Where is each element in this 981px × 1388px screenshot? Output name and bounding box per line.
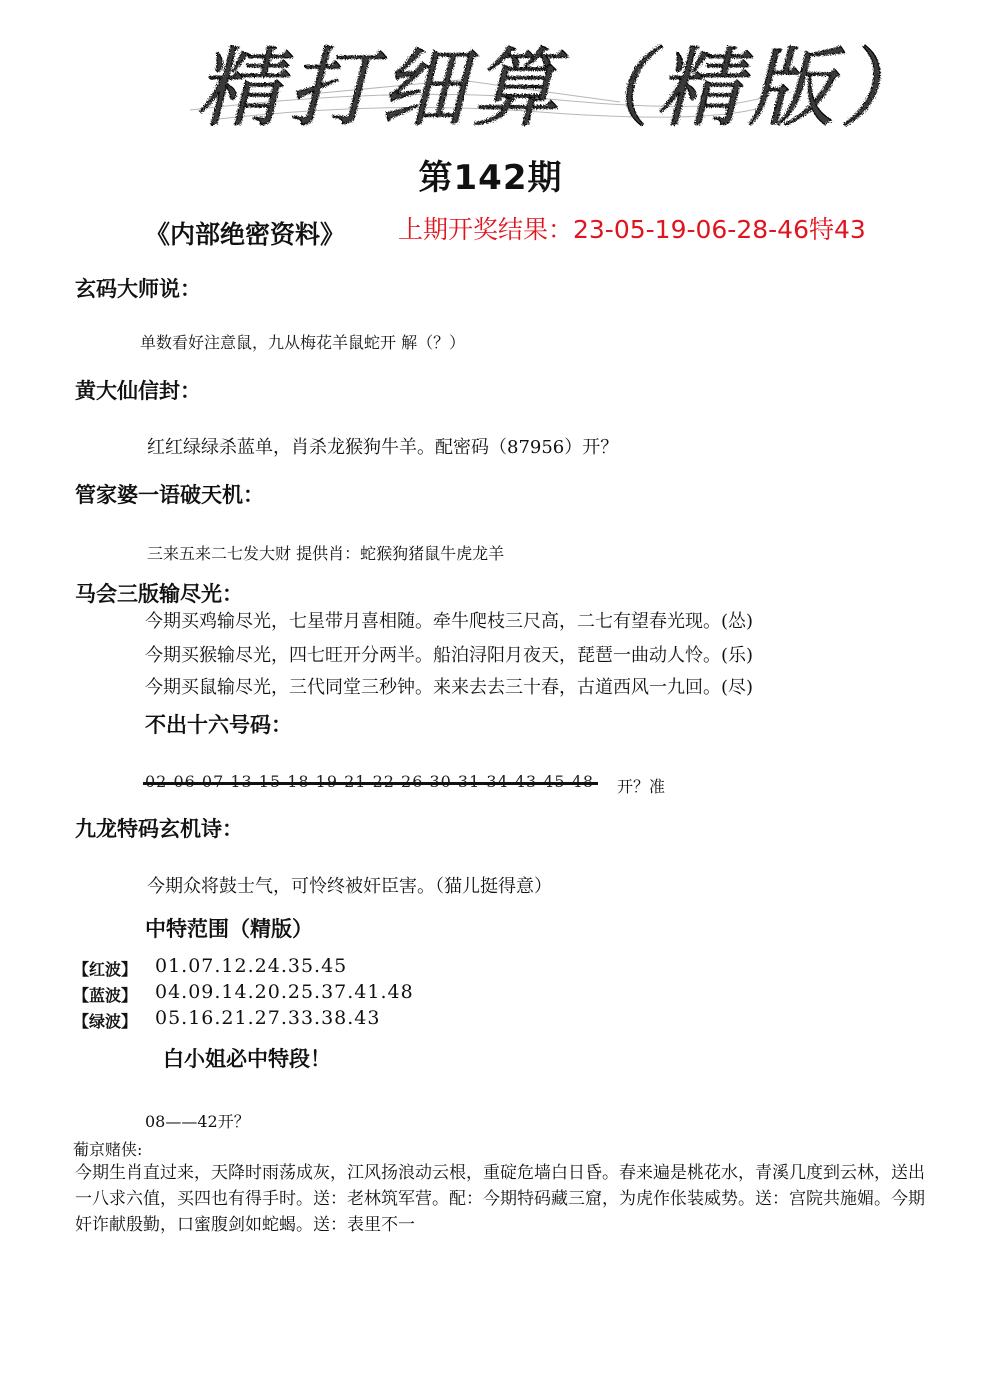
green-wave-numbers: 05.16.21.27.33.38.43 <box>155 1007 381 1029</box>
excluded-suffix: 开？准 <box>617 777 666 796</box>
red-wave-label: 【红波】 <box>73 960 138 979</box>
banner-title: 精打细算（精版） <box>196 39 932 139</box>
jiulong-text: 今期众将鼓士气，可怜终被奸臣害。（猫儿挺得意） <box>147 876 552 897</box>
last-result: 上期开奖结果：23-05-19-06-28-46特43 <box>398 215 866 244</box>
blue-wave-numbers: 04.09.14.20.25.37.41.48 <box>155 981 414 1003</box>
pujing-title: 葡京赌侠: <box>73 1140 143 1159</box>
red-wave-numbers: 01.07.12.24.35.45 <box>155 955 348 977</box>
pujing-text: 今期生肖直过来，天降时雨荡成灰，江风扬浪动云根，重碇危墙白日昏。春来遍是桃花水，青溪几度到云林，送出一八求六值，买四也有得手时。送：老林筑军营。配：今期特码藏三窟，为虎作伥装威势。送：宫院共施媚。今期奸诈献殷勤，口蜜腹剑如蛇蝎。送：表里不一 <box>75 1163 925 1235</box>
bai-text: 08——42开？ <box>145 1112 250 1131</box>
strikethrough-line <box>143 782 598 785</box>
mahui-line: 今期买鼠输尽光，三代同堂三秒钟。来来去去三十春，古道西风一九回。(尽) <box>145 677 754 698</box>
mahui-line: 今期买猴输尽光，四七旺开分两半。船泊浔阳月夜天，琵琶一曲动人怜。(乐) <box>145 645 754 666</box>
huang-text: 红红绿绿杀蓝单，肖杀龙猴狗牛羊。配密码（87956）开？ <box>147 437 619 458</box>
blue-wave-label: 【蓝波】 <box>73 986 138 1005</box>
guanjia-text: 三来五来二七发大财 提供肖：蛇猴狗猪鼠牛虎龙羊 <box>147 544 505 563</box>
book-title: 《内部绝密资料》 <box>145 220 346 249</box>
green-wave-label: 【绿波】 <box>73 1012 138 1031</box>
mahui-line: 今期买鸡输尽光，七星带月喜相随。牵牛爬枝三尺高，二七有望春光现。(怂) <box>145 611 754 632</box>
guanjia-title: 管家婆一语破天机： <box>75 482 264 507</box>
mahui-title: 马会三版输尽光： <box>75 581 243 606</box>
banner <box>0 0 981 150</box>
huang-title: 黄大仙信封： <box>75 378 201 403</box>
xuanma-title: 玄码大师说： <box>75 276 201 301</box>
buchu-title: 不出十六号码： <box>145 712 292 737</box>
issue-number: 第142期 <box>418 158 563 198</box>
zhongte-title: 中特范围（精版） <box>145 916 313 941</box>
banner-art <box>0 0 981 150</box>
jiulong-title: 九龙特码玄机诗： <box>75 816 243 841</box>
xuanma-text: 单数看好注意鼠，九从梅花羊鼠蛇开 解（？） <box>140 333 466 352</box>
bai-title: 白小姐必中特段！ <box>163 1046 331 1071</box>
